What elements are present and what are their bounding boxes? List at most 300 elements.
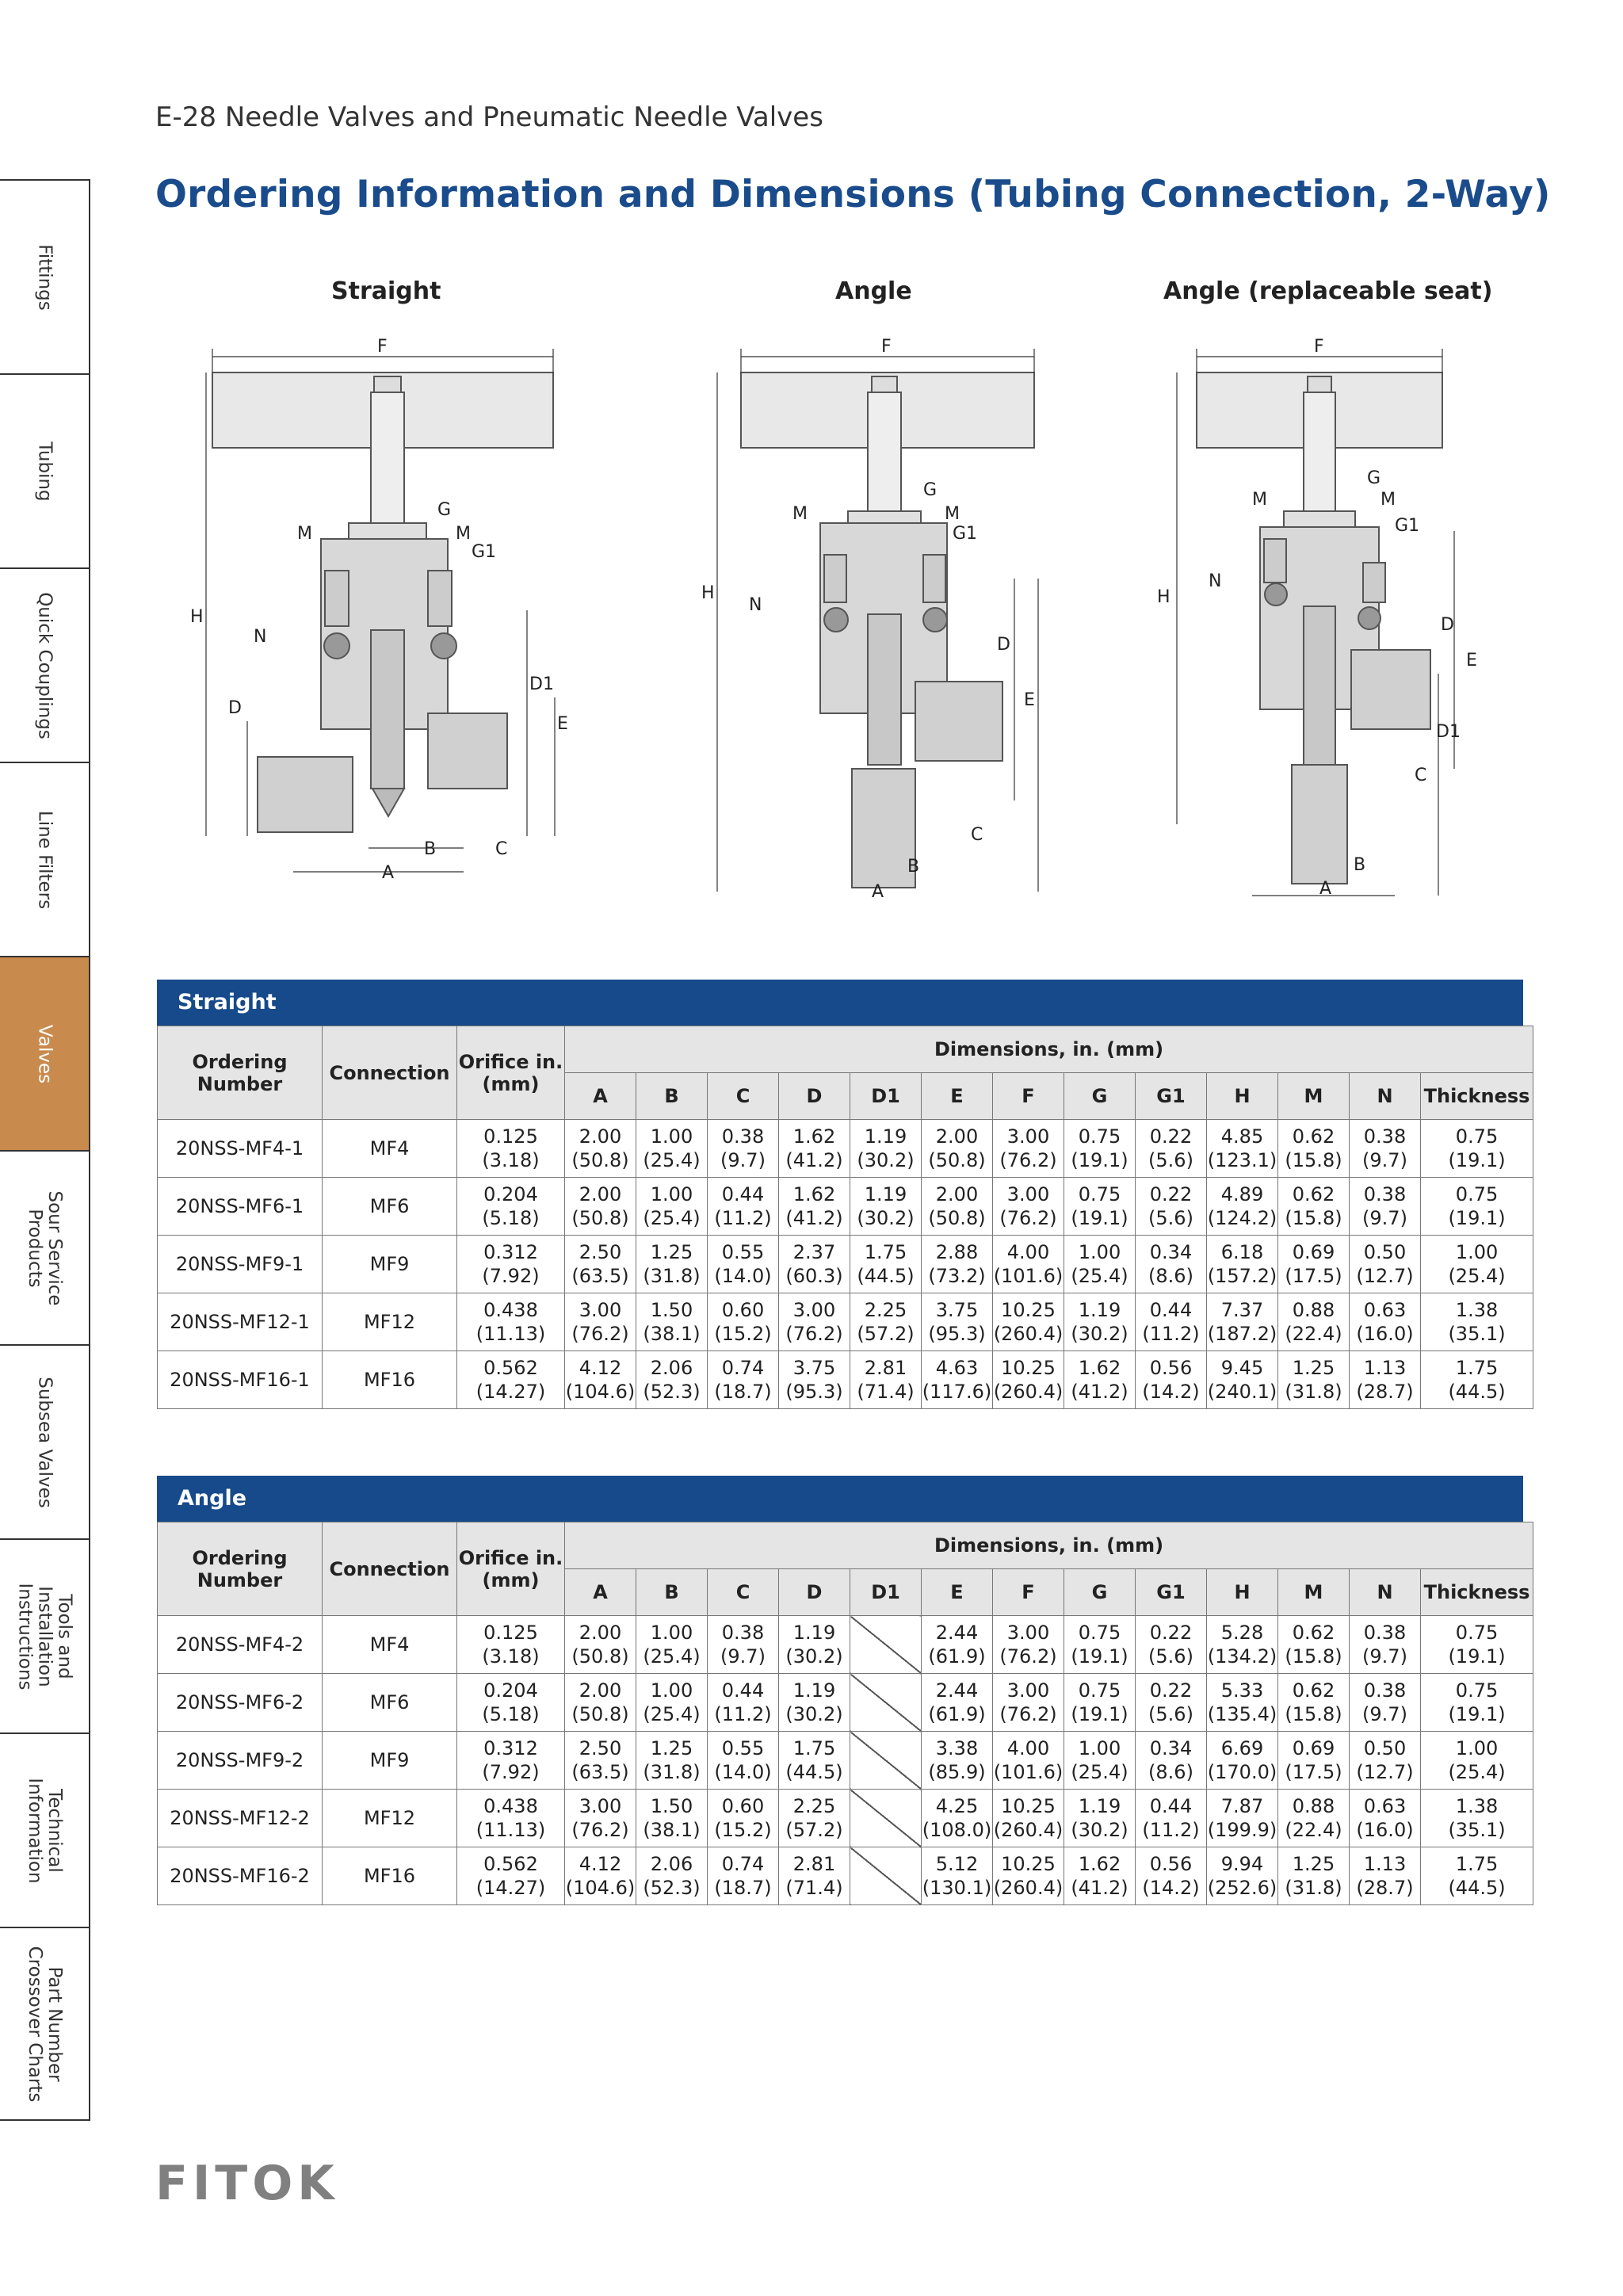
label-A: A xyxy=(872,882,884,902)
header-ordering-number: Ordering Number xyxy=(158,1026,323,1120)
value-mm: (63.5) xyxy=(571,1761,629,1783)
value-mm: (240.1) xyxy=(1207,1381,1277,1403)
header-col-f: F xyxy=(993,1073,1064,1120)
side-tab-quick-couplings[interactable] xyxy=(0,567,90,762)
value-in: 0.438 xyxy=(483,1795,538,1817)
value-mm: (52.3) xyxy=(643,1877,701,1899)
header-col-d1: D1 xyxy=(850,1569,922,1616)
label-D: D xyxy=(997,635,1010,655)
table-row xyxy=(158,1293,1533,1351)
value-mm: (95.3) xyxy=(928,1323,986,1345)
value-in: 7.37 xyxy=(1220,1299,1264,1321)
connection-cell: MF6 xyxy=(323,1178,457,1236)
label-M-right: M xyxy=(1381,490,1396,510)
value-mm: (57.2) xyxy=(857,1323,915,1345)
value-mm: (17.5) xyxy=(1285,1761,1342,1783)
connection-cell: MF16 xyxy=(323,1351,457,1409)
side-tab-fittings[interactable] xyxy=(0,179,90,373)
table-row xyxy=(158,1120,1533,1178)
header-dimensions: Dimensions, in. (mm) xyxy=(565,1522,1533,1569)
value-mm: (19.1) xyxy=(1071,1645,1128,1668)
dim-cell-d xyxy=(779,1847,850,1905)
dim-cell-d1 xyxy=(850,1120,922,1178)
dim-cell-n xyxy=(1350,1178,1421,1236)
value-in: 0.75 xyxy=(1455,1125,1499,1148)
value-mm: (117.6) xyxy=(922,1381,992,1403)
side-tab-label: Sour Service Products xyxy=(25,1190,65,1306)
dim-cell-a xyxy=(565,1120,636,1178)
dim-cell-g1 xyxy=(1136,1120,1207,1178)
value-in: 2.25 xyxy=(864,1299,907,1321)
dim-cell-e xyxy=(922,1120,993,1178)
value-in: 1.62 xyxy=(1078,1357,1121,1379)
dim-cell-g xyxy=(1064,1616,1136,1674)
orifice-cell xyxy=(457,1616,565,1674)
header-ordering-number: Ordering Number xyxy=(158,1522,323,1616)
value-in: 0.75 xyxy=(1455,1183,1499,1205)
value-in: 0.34 xyxy=(1149,1241,1193,1263)
dim-cell-f xyxy=(993,1351,1064,1409)
value-mm: (17.5) xyxy=(1285,1265,1342,1287)
dim-cell-f xyxy=(993,1616,1064,1674)
value-in: 2.00 xyxy=(579,1183,622,1205)
value-mm: (187.2) xyxy=(1207,1323,1277,1345)
page-title: Ordering Information and Dimensions (Tubing Connection, 2-Way) xyxy=(155,173,1551,216)
header-col-m: M xyxy=(1278,1073,1350,1120)
value-mm: (41.2) xyxy=(785,1149,843,1171)
dim-cell-f xyxy=(993,1120,1064,1178)
value-in: 2.06 xyxy=(650,1853,693,1875)
value-mm: (76.2) xyxy=(999,1645,1057,1668)
diagram-title-angle-replaceable-seat: Angle (replaceable seat) xyxy=(1163,277,1493,305)
value-mm: (38.1) xyxy=(643,1819,701,1841)
value-in: 0.204 xyxy=(483,1183,538,1205)
value-in: 1.00 xyxy=(650,1125,693,1148)
value-in: 7.87 xyxy=(1220,1795,1264,1817)
value-mm: (123.1) xyxy=(1207,1149,1277,1171)
label-G1: G1 xyxy=(953,524,978,544)
value-in: 0.38 xyxy=(1363,1183,1407,1205)
value-mm: (95.3) xyxy=(785,1381,843,1403)
value-in: 3.00 xyxy=(1006,1679,1050,1702)
ordering-number-cell: 20NSS-MF9-1 xyxy=(158,1236,323,1293)
value-in: 1.75 xyxy=(864,1241,907,1263)
dim-cell-n xyxy=(1350,1351,1421,1409)
value-mm: (9.7) xyxy=(1362,1149,1407,1171)
dim-cell-n xyxy=(1350,1236,1421,1293)
side-tab-label: Line Filters xyxy=(34,810,55,909)
table-row xyxy=(158,1732,1533,1790)
orifice-cell xyxy=(457,1120,565,1178)
diagram-title-straight: Straight xyxy=(331,277,441,305)
label-H: H xyxy=(190,607,204,627)
label-N: N xyxy=(749,595,762,615)
value-mm: (15.8) xyxy=(1285,1645,1342,1668)
value-mm: (25.4) xyxy=(643,1207,701,1229)
dim-cell-h xyxy=(1207,1732,1278,1790)
value-in: 6.18 xyxy=(1220,1241,1264,1263)
value-in: 0.44 xyxy=(721,1679,765,1702)
value-in: 4.12 xyxy=(579,1853,622,1875)
orifice-cell xyxy=(457,1236,565,1293)
dim-cell-e xyxy=(922,1178,993,1236)
value-in: 1.62 xyxy=(792,1183,836,1205)
dim-cell-thickness xyxy=(1421,1674,1533,1732)
value-in: 1.50 xyxy=(650,1299,693,1321)
dim-cell-e xyxy=(922,1732,993,1790)
value-mm: (157.2) xyxy=(1207,1265,1277,1287)
value-in: 0.55 xyxy=(721,1737,765,1759)
dim-cell-a xyxy=(565,1293,636,1351)
label-D: D xyxy=(1441,615,1454,635)
header-col-n: N xyxy=(1350,1073,1421,1120)
ordering-number-cell: 20NSS-MF6-2 xyxy=(158,1674,323,1732)
value-in: 2.81 xyxy=(792,1853,836,1875)
value-mm: (3.18) xyxy=(482,1645,540,1668)
dim-cell-g xyxy=(1064,1236,1136,1293)
orifice-cell xyxy=(457,1293,565,1351)
dim-cell-d xyxy=(779,1674,850,1732)
value-in: 1.38 xyxy=(1455,1299,1499,1321)
value-mm: (73.2) xyxy=(928,1265,986,1287)
value-mm: (25.4) xyxy=(1448,1265,1506,1287)
value-in: 0.22 xyxy=(1149,1183,1193,1205)
dim-cell-n xyxy=(1350,1674,1421,1732)
dim-cell-g1 xyxy=(1136,1732,1207,1790)
dim-cell-n xyxy=(1350,1293,1421,1351)
label-G1: G1 xyxy=(472,542,497,562)
dim-cell-g xyxy=(1064,1790,1136,1847)
side-tab-valves[interactable] xyxy=(0,956,90,1150)
value-in: 0.50 xyxy=(1363,1241,1407,1263)
value-mm: (22.4) xyxy=(1285,1819,1342,1841)
dim-cell-m xyxy=(1278,1120,1350,1178)
dim-cell-m xyxy=(1278,1616,1350,1674)
dim-cell-b xyxy=(636,1178,708,1236)
value-in: 0.56 xyxy=(1149,1853,1193,1875)
table-row xyxy=(158,1674,1533,1732)
value-in: 1.50 xyxy=(650,1795,693,1817)
dim-cell-thickness xyxy=(1421,1178,1533,1236)
label-B: B xyxy=(1354,855,1366,875)
value-in: 0.50 xyxy=(1363,1737,1407,1759)
value-in: 1.19 xyxy=(1078,1795,1121,1817)
dim-cell-d1-not-applicable xyxy=(850,1616,922,1674)
diagram-title-angle: Angle xyxy=(835,277,912,305)
header-col-g1: G1 xyxy=(1136,1569,1207,1616)
value-mm: (35.1) xyxy=(1448,1819,1506,1841)
dim-cell-f xyxy=(993,1732,1064,1790)
value-in: 0.438 xyxy=(483,1299,538,1321)
label-H: H xyxy=(701,583,715,603)
label-N: N xyxy=(1209,571,1222,591)
header-col-e: E xyxy=(922,1569,993,1616)
value-mm: (25.4) xyxy=(1448,1761,1506,1783)
label-F: F xyxy=(881,337,892,357)
value-mm: (108.0) xyxy=(922,1819,992,1841)
value-mm: (41.2) xyxy=(1071,1877,1128,1899)
dim-cell-e xyxy=(922,1847,993,1905)
side-tab-label: Valves xyxy=(34,1024,55,1083)
dim-cell-f xyxy=(993,1674,1064,1732)
header-col-h: H xyxy=(1207,1569,1278,1616)
value-in: 6.69 xyxy=(1220,1737,1264,1759)
ordering-number-cell: 20NSS-MF9-2 xyxy=(158,1732,323,1790)
value-mm: (31.8) xyxy=(643,1761,701,1783)
dim-cell-d1-not-applicable xyxy=(850,1674,922,1732)
dim-cell-g xyxy=(1064,1674,1136,1732)
dim-cell-h xyxy=(1207,1236,1278,1293)
value-in: 2.88 xyxy=(935,1241,979,1263)
value-mm: (9.7) xyxy=(1362,1645,1407,1668)
dim-cell-m xyxy=(1278,1732,1350,1790)
dim-cell-d xyxy=(779,1616,850,1674)
dim-cell-h xyxy=(1207,1178,1278,1236)
dim-cell-m xyxy=(1278,1236,1350,1293)
value-in: 1.25 xyxy=(650,1737,693,1759)
header-col-d: D xyxy=(779,1569,850,1616)
dim-cell-thickness xyxy=(1421,1120,1533,1178)
dim-cell-g1 xyxy=(1136,1178,1207,1236)
value-in: 0.125 xyxy=(483,1125,538,1148)
connection-cell: MF12 xyxy=(323,1293,457,1351)
value-in: 0.62 xyxy=(1292,1622,1335,1644)
value-mm: (50.8) xyxy=(571,1645,629,1668)
page-header: E-28 Needle Valves and Pneumatic Needle Valves xyxy=(155,101,823,133)
value-in: 0.44 xyxy=(1149,1299,1193,1321)
angle-valve-diagram xyxy=(697,325,1078,911)
value-in: 1.62 xyxy=(792,1125,836,1148)
value-mm: (41.2) xyxy=(1071,1381,1128,1403)
value-in: 1.00 xyxy=(1455,1737,1499,1759)
value-mm: (11.13) xyxy=(475,1819,546,1841)
dim-cell-g xyxy=(1064,1178,1136,1236)
side-tab-technical-information[interactable] xyxy=(0,1733,90,1927)
value-mm: (63.5) xyxy=(571,1265,629,1287)
side-tab-part-number-crossover-charts[interactable] xyxy=(0,1927,90,2121)
value-in: 1.25 xyxy=(650,1241,693,1263)
label-G1: G1 xyxy=(1395,516,1420,536)
value-in: 0.62 xyxy=(1292,1679,1335,1702)
header-connection: Connection xyxy=(323,1026,457,1120)
orifice-cell xyxy=(457,1351,565,1409)
dim-cell-e xyxy=(922,1236,993,1293)
value-in: 0.63 xyxy=(1363,1795,1407,1817)
value-mm: (15.8) xyxy=(1285,1207,1342,1229)
value-in: 0.312 xyxy=(483,1241,538,1263)
dim-cell-g xyxy=(1064,1351,1136,1409)
value-mm: (3.18) xyxy=(482,1149,540,1171)
side-tab-line-filters[interactable] xyxy=(0,762,90,956)
label-M-right: M xyxy=(945,504,960,524)
value-mm: (52.3) xyxy=(643,1381,701,1403)
header-col-d1: D1 xyxy=(850,1073,922,1120)
value-mm: (30.2) xyxy=(785,1645,843,1668)
value-in: 3.00 xyxy=(792,1299,836,1321)
value-mm: (199.9) xyxy=(1207,1819,1277,1841)
side-tab-tubing[interactable] xyxy=(0,373,90,567)
dim-cell-d xyxy=(779,1732,850,1790)
dim-cell-a xyxy=(565,1236,636,1293)
value-mm: (5.6) xyxy=(1148,1149,1193,1171)
dim-cell-b xyxy=(636,1236,708,1293)
label-G: G xyxy=(1367,468,1381,488)
dim-cell-n xyxy=(1350,1790,1421,1847)
value-mm: (44.5) xyxy=(857,1265,915,1287)
value-mm: (35.1) xyxy=(1448,1323,1506,1345)
header-col-m: M xyxy=(1278,1569,1350,1616)
ordering-number-cell: 20NSS-MF16-1 xyxy=(158,1351,323,1409)
label-E: E xyxy=(557,714,568,734)
value-in: 4.63 xyxy=(935,1357,979,1379)
value-in: 0.75 xyxy=(1078,1183,1121,1205)
label-D1: D1 xyxy=(1436,722,1461,742)
value-mm: (5.6) xyxy=(1148,1207,1193,1229)
value-in: 0.38 xyxy=(721,1622,765,1644)
label-E: E xyxy=(1024,690,1035,710)
table-title-band: Straight xyxy=(157,980,1523,1026)
label-G: G xyxy=(923,480,938,500)
value-mm: (71.4) xyxy=(857,1381,915,1403)
side-navigation xyxy=(0,179,92,2121)
value-mm: (11.13) xyxy=(475,1323,546,1345)
value-in: 0.74 xyxy=(721,1357,765,1379)
value-in: 0.88 xyxy=(1292,1795,1335,1817)
value-in: 0.75 xyxy=(1455,1679,1499,1702)
value-mm: (101.6) xyxy=(993,1761,1064,1783)
value-in: 0.63 xyxy=(1363,1299,1407,1321)
value-mm: (8.6) xyxy=(1148,1265,1193,1287)
dim-cell-m xyxy=(1278,1293,1350,1351)
value-in: 4.25 xyxy=(935,1795,979,1817)
value-in: 10.25 xyxy=(1001,1357,1056,1379)
value-in: 1.75 xyxy=(792,1737,836,1759)
value-mm: (260.4) xyxy=(993,1877,1064,1899)
value-in: 10.25 xyxy=(1001,1795,1056,1817)
value-in: 1.38 xyxy=(1455,1795,1499,1817)
value-in: 1.00 xyxy=(650,1679,693,1702)
value-mm: (5.18) xyxy=(482,1207,540,1229)
value-in: 0.38 xyxy=(1363,1622,1407,1644)
label-D1: D1 xyxy=(529,674,554,694)
value-mm: (50.8) xyxy=(571,1149,629,1171)
side-tab-label: Part Number Crossover Charts xyxy=(25,1946,65,2102)
value-in: 0.312 xyxy=(483,1737,538,1759)
value-in: 3.75 xyxy=(935,1299,979,1321)
dim-cell-a xyxy=(565,1178,636,1236)
value-in: 0.88 xyxy=(1292,1299,1335,1321)
value-in: 1.13 xyxy=(1363,1853,1407,1875)
header-col-c: C xyxy=(708,1073,779,1120)
label-H: H xyxy=(1157,587,1170,607)
ordering-number-cell: 20NSS-MF16-2 xyxy=(158,1847,323,1905)
header-col-thickness: Thickness xyxy=(1421,1073,1533,1120)
value-in: 5.33 xyxy=(1220,1679,1264,1702)
orifice-cell xyxy=(457,1674,565,1732)
value-in: 0.22 xyxy=(1149,1679,1193,1702)
value-mm: (135.4) xyxy=(1207,1703,1277,1725)
header-dimensions: Dimensions, in. (mm) xyxy=(565,1026,1533,1073)
label-C: C xyxy=(1415,766,1427,785)
value-mm: (60.3) xyxy=(785,1265,843,1287)
dim-cell-b xyxy=(636,1616,708,1674)
value-in: 9.45 xyxy=(1220,1357,1264,1379)
label-G: G xyxy=(437,500,452,520)
value-mm: (38.1) xyxy=(643,1323,701,1345)
value-in: 2.00 xyxy=(579,1679,622,1702)
value-in: 4.00 xyxy=(1006,1241,1050,1263)
dim-cell-b xyxy=(636,1351,708,1409)
dim-cell-m xyxy=(1278,1351,1350,1409)
spec-table xyxy=(157,1026,1533,1409)
header-col-h: H xyxy=(1207,1073,1278,1120)
orifice-cell xyxy=(457,1732,565,1790)
value-mm: (76.2) xyxy=(999,1207,1057,1229)
value-mm: (101.6) xyxy=(993,1265,1064,1287)
dim-cell-b xyxy=(636,1120,708,1178)
dim-cell-e xyxy=(922,1790,993,1847)
value-mm: (260.4) xyxy=(993,1381,1064,1403)
value-in: 10.25 xyxy=(1001,1299,1056,1321)
side-tab-tools-and-installation-instructions[interactable] xyxy=(0,1538,90,1733)
value-in: 2.81 xyxy=(864,1357,907,1379)
table-row xyxy=(158,1616,1533,1674)
value-mm: (22.4) xyxy=(1285,1323,1342,1345)
side-tab-subsea-valves[interactable] xyxy=(0,1344,90,1538)
value-in: 0.38 xyxy=(1363,1125,1407,1148)
value-in: 9.94 xyxy=(1220,1853,1264,1875)
label-B: B xyxy=(424,839,437,859)
value-in: 0.562 xyxy=(483,1853,538,1875)
value-in: 2.50 xyxy=(579,1241,622,1263)
value-in: 3.00 xyxy=(1006,1622,1050,1644)
side-tab-sour-service-products[interactable] xyxy=(0,1150,90,1344)
value-mm: (25.4) xyxy=(1071,1761,1128,1783)
dim-cell-thickness xyxy=(1421,1616,1533,1674)
header-col-b: B xyxy=(636,1073,708,1120)
value-in: 1.75 xyxy=(1455,1357,1499,1379)
side-tab-label: Technical Information xyxy=(25,1777,65,1884)
label-M-left: M xyxy=(1252,490,1267,510)
dim-cell-e xyxy=(922,1674,993,1732)
value-mm: (30.2) xyxy=(857,1207,915,1229)
value-mm: (25.4) xyxy=(643,1149,701,1171)
value-mm: (19.1) xyxy=(1448,1703,1506,1725)
dim-cell-b xyxy=(636,1790,708,1847)
value-in: 1.25 xyxy=(1292,1357,1335,1379)
dim-cell-n xyxy=(1350,1847,1421,1905)
dim-cell-a xyxy=(565,1847,636,1905)
straight-table xyxy=(157,980,1530,1409)
header-col-a: A xyxy=(565,1073,636,1120)
side-tab-label: Quick Couplings xyxy=(34,591,55,739)
value-in: 10.25 xyxy=(1001,1853,1056,1875)
value-in: 4.85 xyxy=(1220,1125,1264,1148)
value-in: 0.69 xyxy=(1292,1737,1335,1759)
value-in: 1.00 xyxy=(1078,1737,1121,1759)
value-mm: (41.2) xyxy=(785,1207,843,1229)
value-mm: (170.0) xyxy=(1207,1761,1277,1783)
dim-cell-g1 xyxy=(1136,1847,1207,1905)
value-mm: (16.0) xyxy=(1356,1819,1414,1841)
dim-cell-f xyxy=(993,1293,1064,1351)
spec-table xyxy=(157,1522,1533,1905)
value-mm: (61.9) xyxy=(928,1703,986,1725)
header-col-g: G xyxy=(1064,1569,1136,1616)
value-mm: (19.1) xyxy=(1448,1207,1506,1229)
header-col-f: F xyxy=(993,1569,1064,1616)
connection-cell: MF9 xyxy=(323,1236,457,1293)
